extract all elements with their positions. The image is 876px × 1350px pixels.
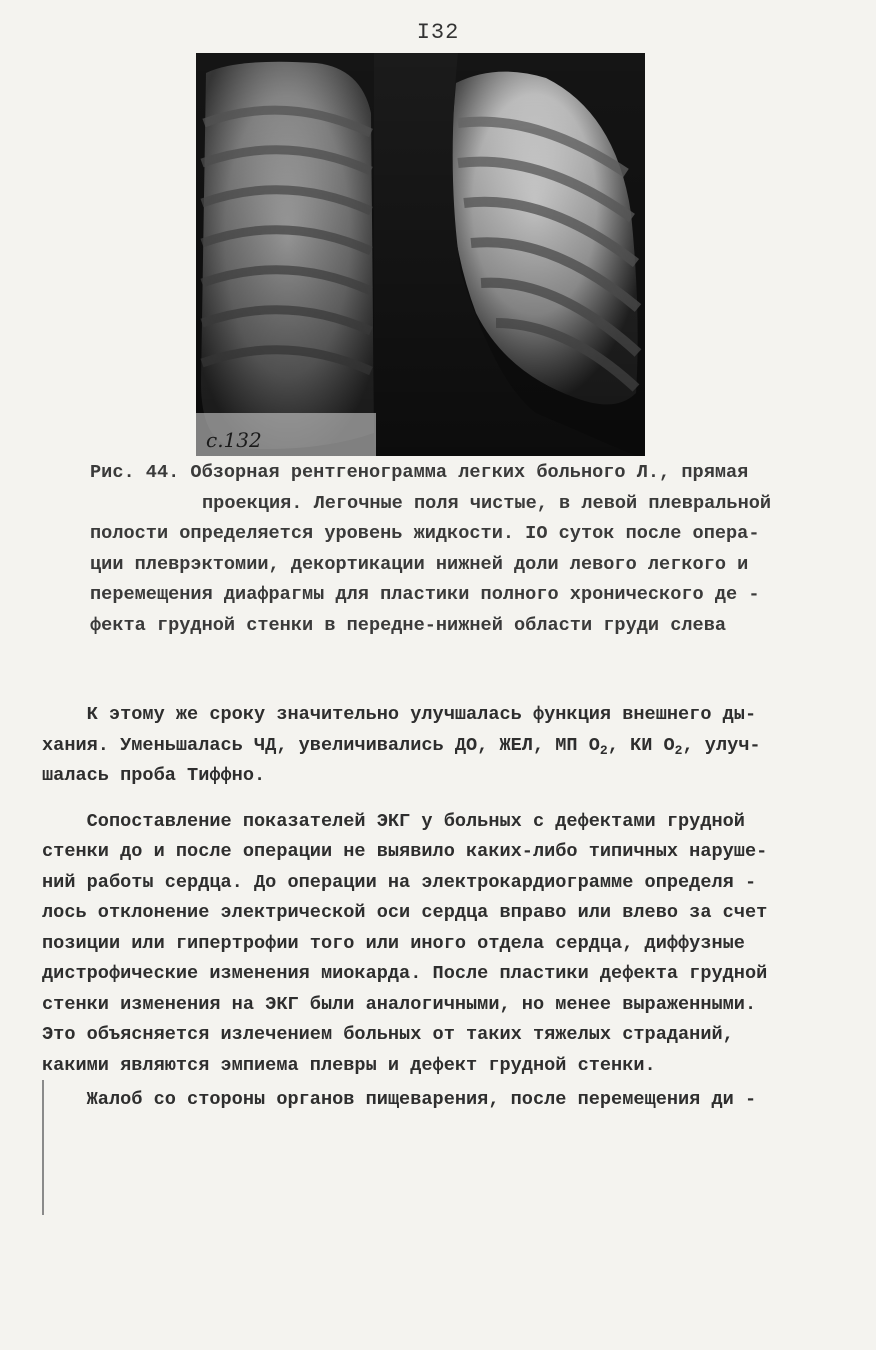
paragraph-line: Сопоставление показателей ЭКГ у больных с дефектами грудной (42, 810, 745, 832)
paragraph-line: лось отклонение электрической оси сердца вправо или влево за счет (42, 902, 768, 923)
paragraph-line: К этому же сроку значительно улучшалась функция внешнего ды- (42, 704, 757, 725)
paragraph-line: позиции или гипертрофии того или иного отдела сердца, диффузные (42, 932, 745, 954)
caption-line: полости определяется уровень жидкости. IO суток после опера- (90, 523, 760, 544)
paragraph-line: Это объясняется излечением больных от таких тяжелых страданий, (42, 1024, 734, 1045)
text-run: , улуч- (682, 734, 761, 756)
paragraph-line: дистрофические изменения миокарда. После пластики дефекта грудной (42, 963, 768, 984)
paragraph-line: стенки до и после операции не выявило каких-либо типичных наруше- (42, 841, 768, 862)
caption-line: фекта грудной стенки в передне-нижней области груди слева (90, 614, 727, 636)
paragraph-line: ний работы сердца. До операции на электрокардиограмме определя - (42, 871, 757, 893)
paragraph-line: шалась проба Тиффно. (42, 765, 266, 786)
paragraph-line: стенки изменения на ЭКГ были аналогичными, но менее выраженными. (42, 993, 757, 1015)
subscript: 2 (674, 742, 683, 758)
paragraph-line (42, 731, 832, 762)
handwritten-figure-label: с.132 (206, 428, 262, 452)
text-run: хания. Уменьшалась ЧД, увеличивались ДО, ЖЕЛ, МП О (42, 734, 600, 756)
paragraph-line: какими являются эмпиема плевры и дефект грудной стенки. (42, 1054, 656, 1076)
xray-image (196, 53, 645, 456)
subscript: 2 (599, 742, 608, 758)
figure-caption (90, 458, 830, 641)
caption-line: перемещения диафрагмы для пластики полного хронического де - (90, 584, 760, 605)
text-run: , КИ О (607, 734, 675, 756)
page-number: I32 (416, 20, 460, 45)
body-text (42, 700, 832, 1116)
caption-line: Рис. 44. Обзорная рентгенограмма легких больного Л., прямая (90, 462, 749, 483)
caption-line: проекция. Легочные поля чистые, в левой плевральной (202, 492, 772, 514)
paragraph-line: Жалоб со стороны органов пищеварения, после перемещения ди - (42, 1089, 757, 1110)
chest-radiograph-illustration (196, 53, 645, 456)
caption-line: ции плеврэктомии, декортикации нижней доли левого легкого и (90, 553, 749, 575)
